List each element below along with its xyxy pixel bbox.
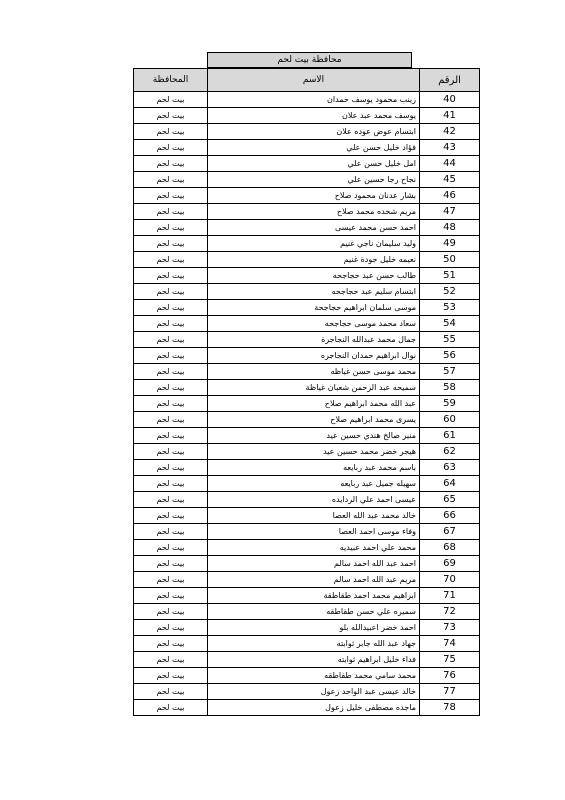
governorate-cell: بيت لحم — [134, 428, 208, 444]
governorate-cell: بيت لحم — [134, 588, 208, 604]
governorate-cell: بيت لحم — [134, 92, 208, 108]
number-cell: 74 — [420, 636, 480, 652]
governorate-cell: بيت لحم — [134, 252, 208, 268]
table-row — [134, 156, 480, 172]
table-row — [134, 300, 480, 316]
beneficiary-table — [133, 68, 480, 716]
table-row — [134, 588, 480, 604]
name-cell: باسم محمد عبد ربايعه — [208, 460, 420, 476]
governorate-cell: بيت لحم — [134, 540, 208, 556]
table-row — [134, 124, 480, 140]
name-cell: بشار عدنان محمود صلاح — [208, 188, 420, 204]
table-row — [134, 508, 480, 524]
table-row — [134, 236, 480, 252]
table-row — [134, 412, 480, 428]
governorate-cell: بيت لحم — [134, 652, 208, 668]
name-cell: احمد عبد الله احمد سالم — [208, 556, 420, 572]
table-row — [134, 492, 480, 508]
table-row — [134, 140, 480, 156]
number-cell: 41 — [420, 108, 480, 124]
governorate-cell: بيت لحم — [134, 636, 208, 652]
name-cell: نجاح رجا حسين علي — [208, 172, 420, 188]
name-cell: ابتسام عوض عوده علان — [208, 124, 420, 140]
number-cell: 66 — [420, 508, 480, 524]
name-cell: محمد علي احمد عبيديه — [208, 540, 420, 556]
governorate-cell: بيت لحم — [134, 460, 208, 476]
name-cell: احمد خضر اعبيدالله بلو — [208, 620, 420, 636]
table-header-row — [134, 69, 480, 92]
name-cell: نوال ابراهيم حمدان النجاجره — [208, 348, 420, 364]
table-row — [134, 108, 480, 124]
name-header: الاسم — [208, 69, 420, 92]
number-cell: 76 — [420, 668, 480, 684]
name-cell: سميحه عبد الرحمن شعبان غياظة — [208, 380, 420, 396]
governorate-cell: بيت لحم — [134, 508, 208, 524]
name-cell: محمد سامي محمد طقاطقه — [208, 668, 420, 684]
name-cell: ماجده مصطفى خليل زعول — [208, 700, 420, 716]
governorate-cell: بيت لحم — [134, 700, 208, 716]
number-cell: 40 — [420, 92, 480, 108]
name-cell: جهاد عبد الله جابر ثوابته — [208, 636, 420, 652]
name-cell: ابتسام سليم عبد حجاجحه — [208, 284, 420, 300]
number-cell: 52 — [420, 284, 480, 300]
governorate-cell: بيت لحم — [134, 188, 208, 204]
name-cell: محمد موسى حسن غياظه — [208, 364, 420, 380]
name-cell: عبد الله محمد ابراهيم صلاح — [208, 396, 420, 412]
number-cell: 64 — [420, 476, 480, 492]
governorate-cell: بيت لحم — [134, 204, 208, 220]
name-cell: جمال محمد عبدالله النجاجرة — [208, 332, 420, 348]
table-row — [134, 444, 480, 460]
number-cell: 75 — [420, 652, 480, 668]
number-cell: 60 — [420, 412, 480, 428]
number-cell: 70 — [420, 572, 480, 588]
governorate-cell: بيت لحم — [134, 572, 208, 588]
name-cell: هيجر خضر محمد حسين عيد — [208, 444, 420, 460]
number-cell: 59 — [420, 396, 480, 412]
table-row — [134, 348, 480, 364]
number-cell: 57 — [420, 364, 480, 380]
governorate-cell: بيت لحم — [134, 684, 208, 700]
table-row — [134, 268, 480, 284]
name-cell: مريم شحده محمد صلاح — [208, 204, 420, 220]
table-row — [134, 396, 480, 412]
number-cell: 69 — [420, 556, 480, 572]
governorate-cell: بيت لحم — [134, 444, 208, 460]
governorate-cell: بيت لحم — [134, 348, 208, 364]
governorate-cell: بيت لحم — [134, 220, 208, 236]
name-cell: يوسف محمد عبد علان — [208, 108, 420, 124]
table-row — [134, 252, 480, 268]
number-cell: 44 — [420, 156, 480, 172]
number-cell: 54 — [420, 316, 480, 332]
governorate-cell: بيت لحم — [134, 412, 208, 428]
name-cell: ابراهيم محمد احمد طقاطقة — [208, 588, 420, 604]
governorate-cell: بيت لحم — [134, 300, 208, 316]
table-row — [134, 620, 480, 636]
governorate-cell: بيت لحم — [134, 172, 208, 188]
table-row — [134, 284, 480, 300]
table-row — [134, 652, 480, 668]
table-row — [134, 188, 480, 204]
number-cell: 49 — [420, 236, 480, 252]
name-cell: زينب محمود يوسف حمدان — [208, 92, 420, 108]
name-cell: فداء خليل ابراهيم ثوابته — [208, 652, 420, 668]
number-cell: 58 — [420, 380, 480, 396]
table-row — [134, 316, 480, 332]
name-cell: نعيمه خليل جودة غنيم — [208, 252, 420, 268]
name-cell: سميره علي حسن طقاطقه — [208, 604, 420, 620]
number-cell: 43 — [420, 140, 480, 156]
number-cell: 65 — [420, 492, 480, 508]
governorate-cell: بيت لحم — [134, 140, 208, 156]
table-row — [134, 684, 480, 700]
number-cell: 68 — [420, 540, 480, 556]
governorate-cell: بيت لحم — [134, 476, 208, 492]
governorate-cell: بيت لحم — [134, 604, 208, 620]
number-cell: 73 — [420, 620, 480, 636]
governorate-cell: بيت لحم — [134, 108, 208, 124]
number-cell: 62 — [420, 444, 480, 460]
name-cell: منير صالح هندي حسين عيد — [208, 428, 420, 444]
number-cell: 46 — [420, 188, 480, 204]
table-row — [134, 428, 480, 444]
governorate-cell: بيت لحم — [134, 556, 208, 572]
number-cell: 51 — [420, 268, 480, 284]
name-cell: امل خليل حسن علي — [208, 156, 420, 172]
name-cell: احمد حسن محمد عيسى — [208, 220, 420, 236]
governorate-cell: بيت لحم — [134, 268, 208, 284]
name-cell: وليد سليمان ناجي غنيم — [208, 236, 420, 252]
governorate-cell: بيت لحم — [134, 668, 208, 684]
governorate-cell: بيت لحم — [134, 620, 208, 636]
governorate-cell: بيت لحم — [134, 316, 208, 332]
governorate-cell: بيت لحم — [134, 396, 208, 412]
name-cell: سهيله جميل عبد ربايعه — [208, 476, 420, 492]
governorate-cell: بيت لحم — [134, 284, 208, 300]
governorate-cell: بيت لحم — [134, 492, 208, 508]
name-cell: خالد عيسى عبد الواحد زعول — [208, 684, 420, 700]
table-row — [134, 92, 480, 108]
governorate-cell: بيت لحم — [134, 380, 208, 396]
governorate-cell: بيت لحم — [134, 156, 208, 172]
table-row — [134, 172, 480, 188]
name-cell: سعاد محمد موسى حجاجحه — [208, 316, 420, 332]
number-cell: 45 — [420, 172, 480, 188]
number-header: الرقم — [420, 69, 480, 92]
governorate-cell: بيت لحم — [134, 332, 208, 348]
table-row — [134, 700, 480, 716]
number-cell: 67 — [420, 524, 480, 540]
number-cell: 53 — [420, 300, 480, 316]
number-cell: 77 — [420, 684, 480, 700]
number-cell: 63 — [420, 460, 480, 476]
table-row — [134, 380, 480, 396]
name-cell: عيسى احمد علي الردايده — [208, 492, 420, 508]
table-row — [134, 668, 480, 684]
table-title: محافظة بيت لحم — [207, 52, 412, 68]
table-row — [134, 204, 480, 220]
number-cell: 78 — [420, 700, 480, 716]
number-cell: 61 — [420, 428, 480, 444]
number-cell: 71 — [420, 588, 480, 604]
table-row — [134, 572, 480, 588]
name-cell: موسى سلمان ابراهيم حجاجحة — [208, 300, 420, 316]
table-row — [134, 460, 480, 476]
table-row — [134, 636, 480, 652]
table-row — [134, 540, 480, 556]
number-cell: 72 — [420, 604, 480, 620]
governorate-header: المحافظة — [134, 69, 208, 92]
number-cell: 47 — [420, 204, 480, 220]
table-row — [134, 220, 480, 236]
name-cell: وفاء موسى احمد العصا — [208, 524, 420, 540]
table-row — [134, 364, 480, 380]
governorate-cell: بيت لحم — [134, 364, 208, 380]
table-row — [134, 556, 480, 572]
table-row — [134, 524, 480, 540]
table-row — [134, 476, 480, 492]
name-cell: مريم عبد الله احمد سالم — [208, 572, 420, 588]
number-cell: 50 — [420, 252, 480, 268]
name-cell: خالد محمد عبد الله العصا — [208, 508, 420, 524]
table-row — [134, 604, 480, 620]
governorate-cell: بيت لحم — [134, 236, 208, 252]
name-cell: طالب حسن عبد حجاجحه — [208, 268, 420, 284]
number-cell: 48 — [420, 220, 480, 236]
number-cell: 56 — [420, 348, 480, 364]
table-row — [134, 332, 480, 348]
governorate-cell: بيت لحم — [134, 124, 208, 140]
number-cell: 55 — [420, 332, 480, 348]
name-cell: يسرى محمد ابراهيم صلاح — [208, 412, 420, 428]
governorate-cell: بيت لحم — [134, 524, 208, 540]
number-cell: 42 — [420, 124, 480, 140]
name-cell: فؤاد خليل حسن علي — [208, 140, 420, 156]
